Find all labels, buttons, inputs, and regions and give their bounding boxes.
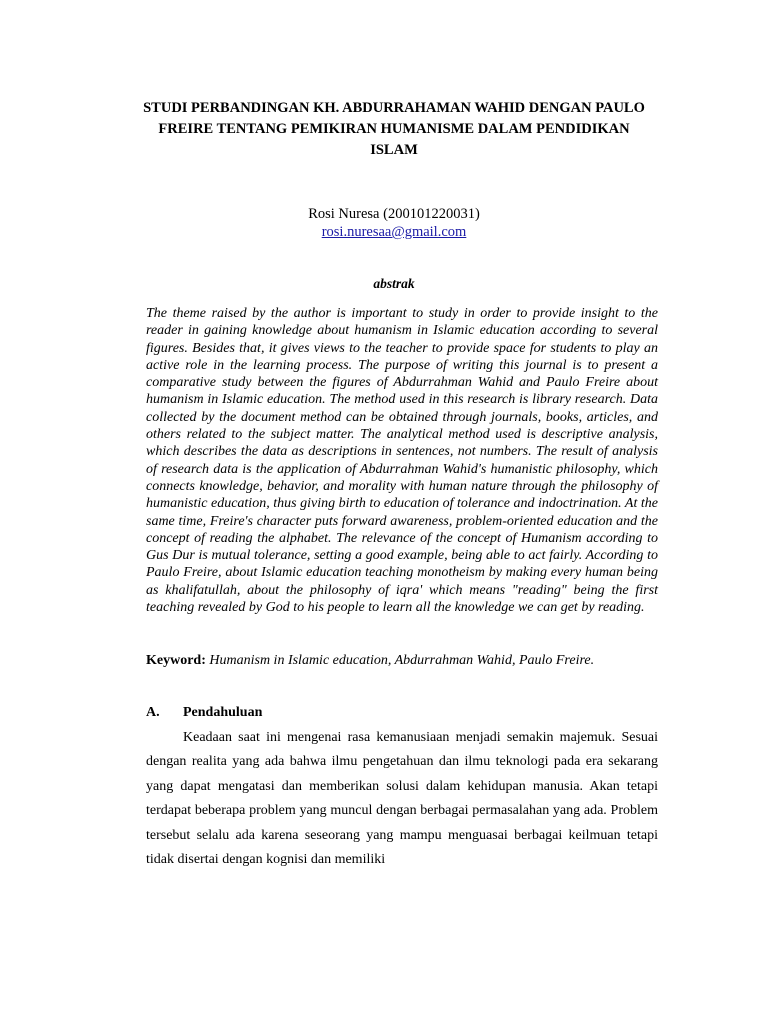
section-number: A. <box>146 705 160 720</box>
author-line: Rosi Nuresa (200101220031) <box>308 206 480 222</box>
keyword-line <box>146 652 686 670</box>
body-paragraph: Keadaan saat ini mengenai rasa kemanusiaan menjadi semakin majemuk. Sesuai dengan realita yang ada bahwa ilmu pengetahuan dan ilmu teknologi pada era sekarang yang dapat mengatasi dan memberikan solusi dalam kehidupan manusia. Akan tetapi terdapat beberapa problem yang muncul dengan berbagai permasalahan yang ada. Problem tersebut selalu ada karena seseorang yang mampu menguasai berbagai keilmuan tetapi tidak disertai dengan kognisi dan memiliki <box>146 730 658 868</box>
abstract-heading: abstrak <box>373 276 415 291</box>
section-heading <box>146 704 262 722</box>
author-email-link[interactable]: rosi.nuresaa@gmail.com <box>321 224 467 240</box>
keyword-text: Humanism in Islamic education, Abdurrahman Wahid, Paulo Freire. <box>209 653 595 668</box>
keyword-label: Keyword: <box>146 653 206 668</box>
abstract-text: The theme raised by the author is important to study in order to provide insight to the reader in gaining knowledge about humanism in Islamic education according to several figures. Besides that, it gives views to the teacher to provide space for students to play an active role in the learning process. The purpose of writing this journal is to present a comparative study between the figures of Abdurrahman Wahid and Paulo Freire about humanism in Islamic education. The method used in this research is library research. Data collected by the document method can be obtained through journals, books, articles, and others related to the subject matter. The analytical method used is descriptive analysis, which describes the data as descriptions in sentences, not numbers. The result of analysis of research data is the application of Abdurrahman Wahid's humanistic philosophy, which connects knowledge, behavior, and morality with human nature through the philosophy of humanistic education, thus giving birth to education of tolerance and indoctrination. At the same time, Freire's character puts forward awareness, problem-oriented education and the concept of reading the alphabet. The relevance of the concept of Humanism according to Gus Dur is mutual tolerance, setting a good example, being able to act fairly. According to Paulo Freire, about Islamic education teaching monotheism by making every human being as khalifatullah, about the philosophy of iqra' which means "reading" being the first teaching revealed by God to his people to learn all the knowledge we can get by reading. <box>146 306 658 616</box>
paper-title: STUDI PERBANDINGAN KH. ABDURRAHAMAN WAHID DENGAN PAULO FREIRE TENTANG PEMIKIRAN HUMANISME DALAM PENDIDIKAN ISLAM <box>143 100 645 158</box>
section-title: Pendahuluan <box>183 705 263 720</box>
author-email-line <box>140 223 648 241</box>
